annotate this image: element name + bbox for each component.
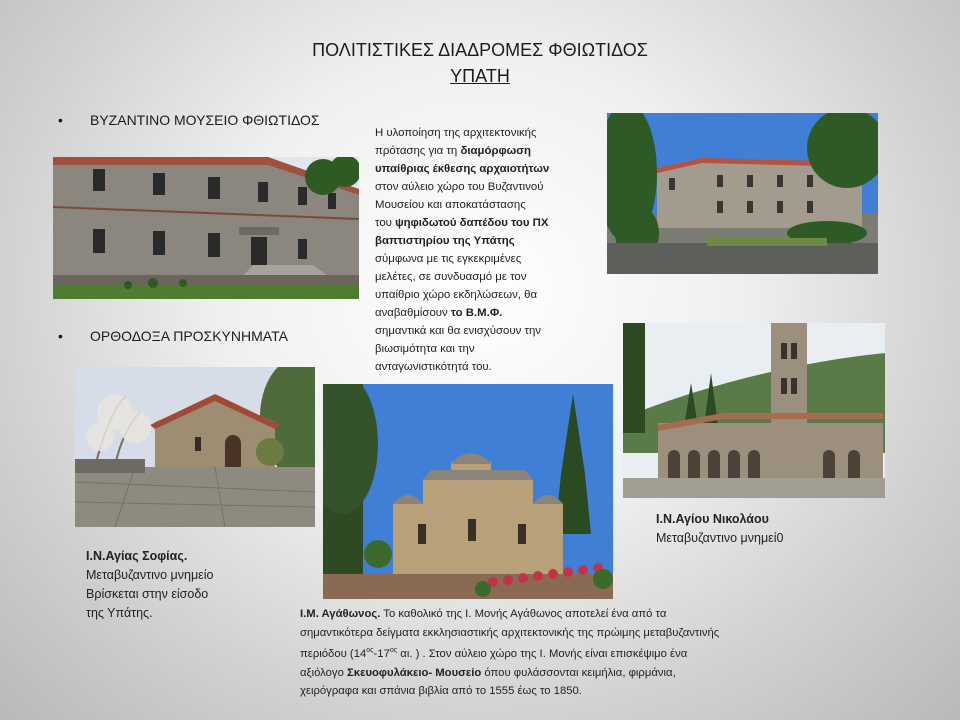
bullet-museum	[58, 111, 320, 129]
bullet-marker: •	[58, 328, 63, 344]
museum-photo-side	[607, 113, 878, 274]
agios-nikolaos-caption: Ι.Ν.Αγίου Νικολάου Μεταβυζαντινο μνημεί0	[656, 512, 784, 545]
agia-sofia-photo	[75, 367, 315, 527]
agios-nikolaos-photo	[623, 323, 885, 498]
museum-photo-front	[53, 157, 359, 299]
agathonos-monastery-photo	[323, 384, 613, 599]
museum-description: Η υλοποίηση της αρχιτεκτονικής πρότασης για τη διαμόρφωση υπαίθριας έκθεσης αρχαιοτήτων στον αύλειο χώρο του Βυζαντινού Μουσείου και αποκατάστασης του ψηφιδωτού δαπέδου του ΠΧ βαπτιστηρίου της Υπάτης σύμφωνα με τις εγκεκριμένες μελέτες, σε συνδυασμό με τον υπαίθριο χώρο εκδηλώσεων, θα αναβαθμίσουν το Β.Μ.Φ. σημαντικά και θα ενισχύσουν την βιωσιμότητα και την ανταγωνιστικότητά του.	[375, 127, 550, 373]
agia-sofia-caption: Ι.Ν.Αγίας Σοφίας. Μεταβυζαντινο μνημείο Βρίσκεται στην είσοδο της Υπάτης.	[86, 549, 214, 620]
slide-title: ΠΟΛΙΤΙΣΤΙΚΕΣ ΔΙΑΔΡΟΜΕΣ ΦΘΙΩΤΙΔΟΣ	[312, 40, 648, 60]
slide-subtitle: ΥΠΑΤΗ	[450, 66, 510, 86]
bullet-pilgrimages	[58, 327, 288, 345]
agathonos-caption: Ι.Μ. Αγάθωνος. Το καθολικό της Ι. Μονής Αγάθωνος αποτελεί ένα από τα σημαντικότερα δείγματα εκκλησιαστικής αρχιτεκτονικής της πρώιμης μεταβυζαντινής περιόδου ($14^{o\varsigma}-17^{o\varsigma}$ αι. ) . Στον αύλειο χώρο της Ι. Μονής είναι επισκέψιμο ένα αξιόλογο Σκευοφυλάκειο- Μουσείο όπου φυλάσσονται κειμήλια, φιρμάνια, χειρόγραφα και σπάνια βιβλία από το 1555 έως το 1850.	[300, 608, 720, 698]
bullet-marker: •	[58, 112, 63, 128]
bullet-pilgrimages-label: ΟΡΘΟΔΟΞΑ ΠΡΟΣΚΥΝΗΜΑΤΑ	[90, 328, 288, 344]
bullet-museum-label: ΒΥΖΑΝΤΙΝΟ ΜΟΥΣΕΙΟ ΦΘΙΩΤΙΔΟΣ	[90, 112, 320, 128]
